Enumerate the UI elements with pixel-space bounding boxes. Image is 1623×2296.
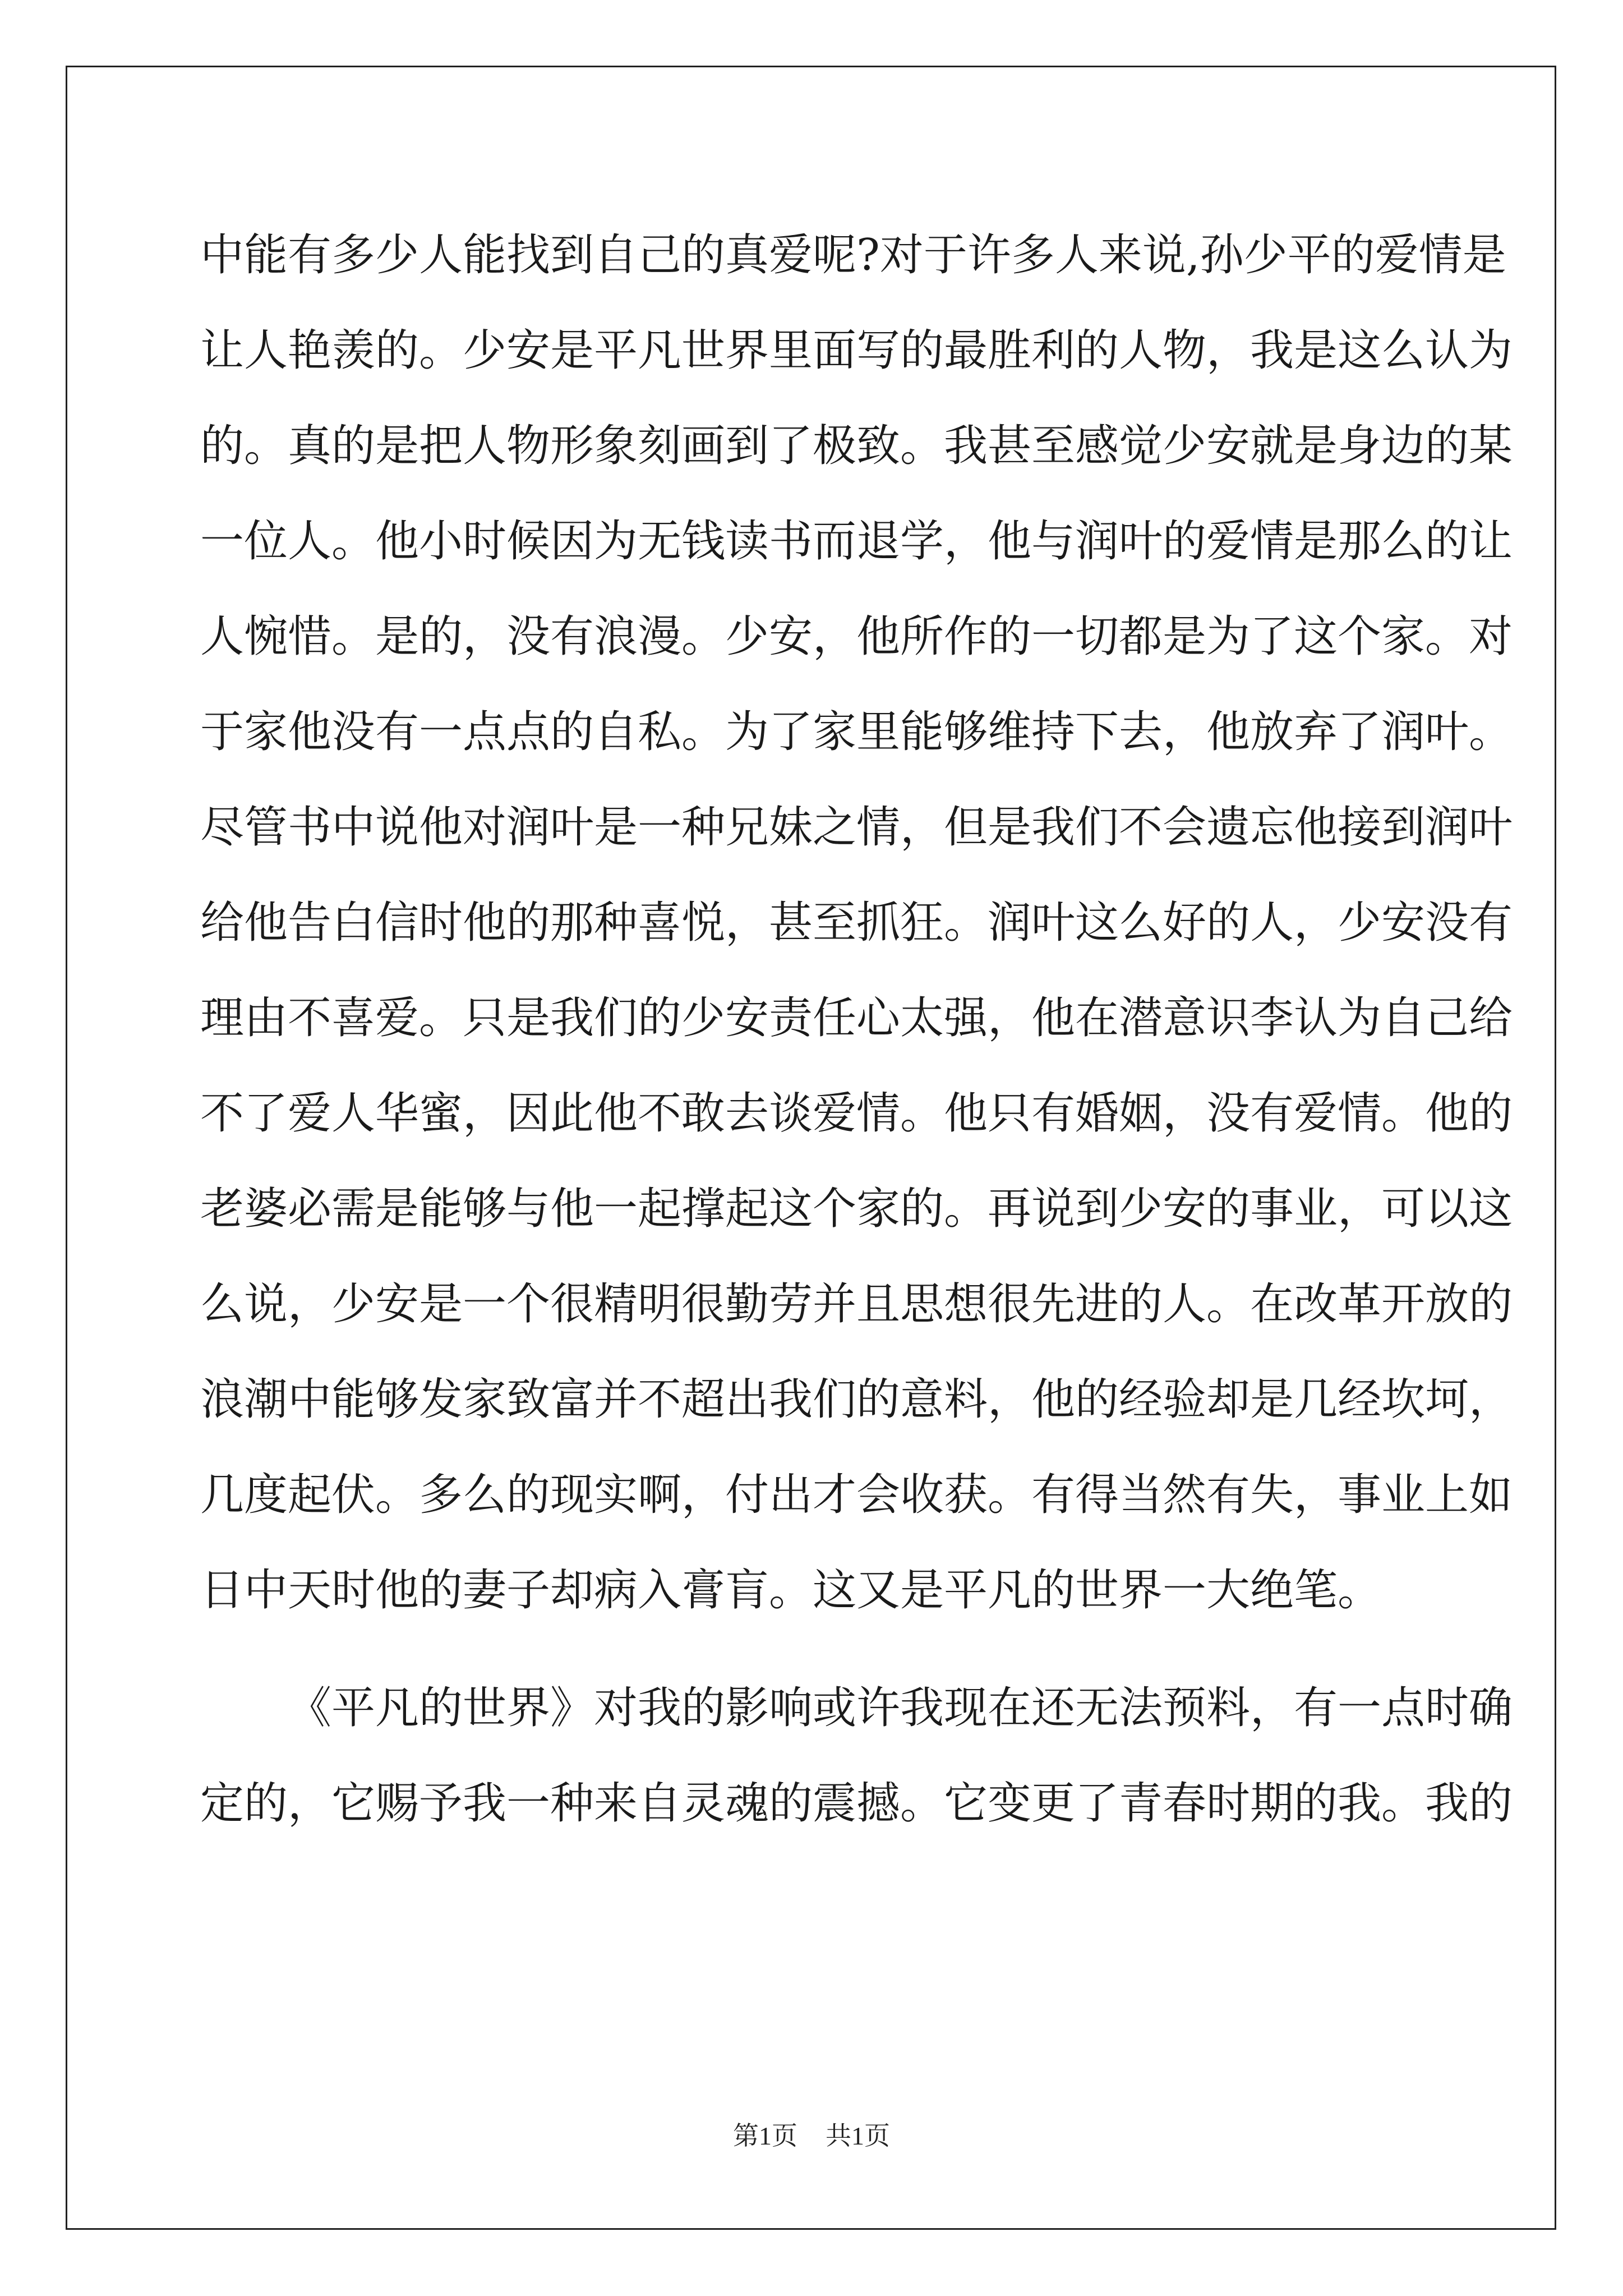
page-footer [0, 2119, 1623, 2153]
text-line: 尽管书中说他对润叶是一种兄妹之情，但是我们不会遗忘他接到润叶 [200, 802, 1513, 853]
text-line: 几度起伏。多么的现实啊，付出才会收获。有得当然有失，事业上如 [200, 1470, 1513, 1520]
text-line: 《平凡的世界》对我的影响或许我现在还无法预料，有一点时确 [288, 1683, 1513, 1733]
text-line: 于家他没有一点点的自私。为了家里能够维持下去，他放弃了润叶。 [200, 707, 1513, 757]
paragraph-gap [200, 1638, 1428, 1660]
document-body [200, 208, 1513, 1851]
page-total: 共1页 [826, 2122, 890, 2150]
text-line: 浪潮中能够发家致富并不超出我们的意料，他的经验却是几经坎坷， [200, 1374, 1513, 1425]
text-line: 的。真的是把人物形象刻画到了极致。我甚至感觉少安就是身边的某 [200, 421, 1513, 471]
text-line: 日中天时他的妻子却病入膏肓。这又是平凡的世界一大绝笔。 [200, 1565, 1382, 1616]
text-line: 不了爱人华蜜，因此他不敢去谈爱情。他只有婚姻，没有爱情。他的 [200, 1088, 1513, 1139]
text-line: 老婆必需是能够与他一起撑起这个家的。再说到少安的事业，可以这 [200, 1184, 1513, 1234]
text-line: 让人艳羡的。少安是平凡世界里面写的最胜利的人物，我是这么认为 [200, 325, 1513, 376]
text-line: 一位人。他小时候因为无钱读书而退学，他与润叶的爱情是那么的让 [200, 516, 1513, 567]
text-line: 人惋惜。是的，没有浪漫。少安，他所作的一切都是为了这个家。对 [200, 611, 1513, 662]
text-line: 中能有多少人能找到自己的真爱呢?对于许多人来说,孙少平的爱情是 [200, 230, 1506, 280]
page-number: 第1页 [733, 2122, 797, 2150]
text-line: 么说，少安是一个很精明很勤劳并且思想很先进的人。在改革开放的 [200, 1279, 1513, 1329]
text-line: 给他告白信时他的那种喜悦，甚至抓狂。润叶这么好的人，少安没有 [200, 898, 1513, 948]
text-line: 理由不喜爱。只是我们的少安责任心太强，他在潜意识李认为自己给 [200, 993, 1513, 1043]
text-line: 定的，它赐予我一种来自灵魂的震撼。它变更了青春时期的我。我的 [200, 1778, 1513, 1829]
